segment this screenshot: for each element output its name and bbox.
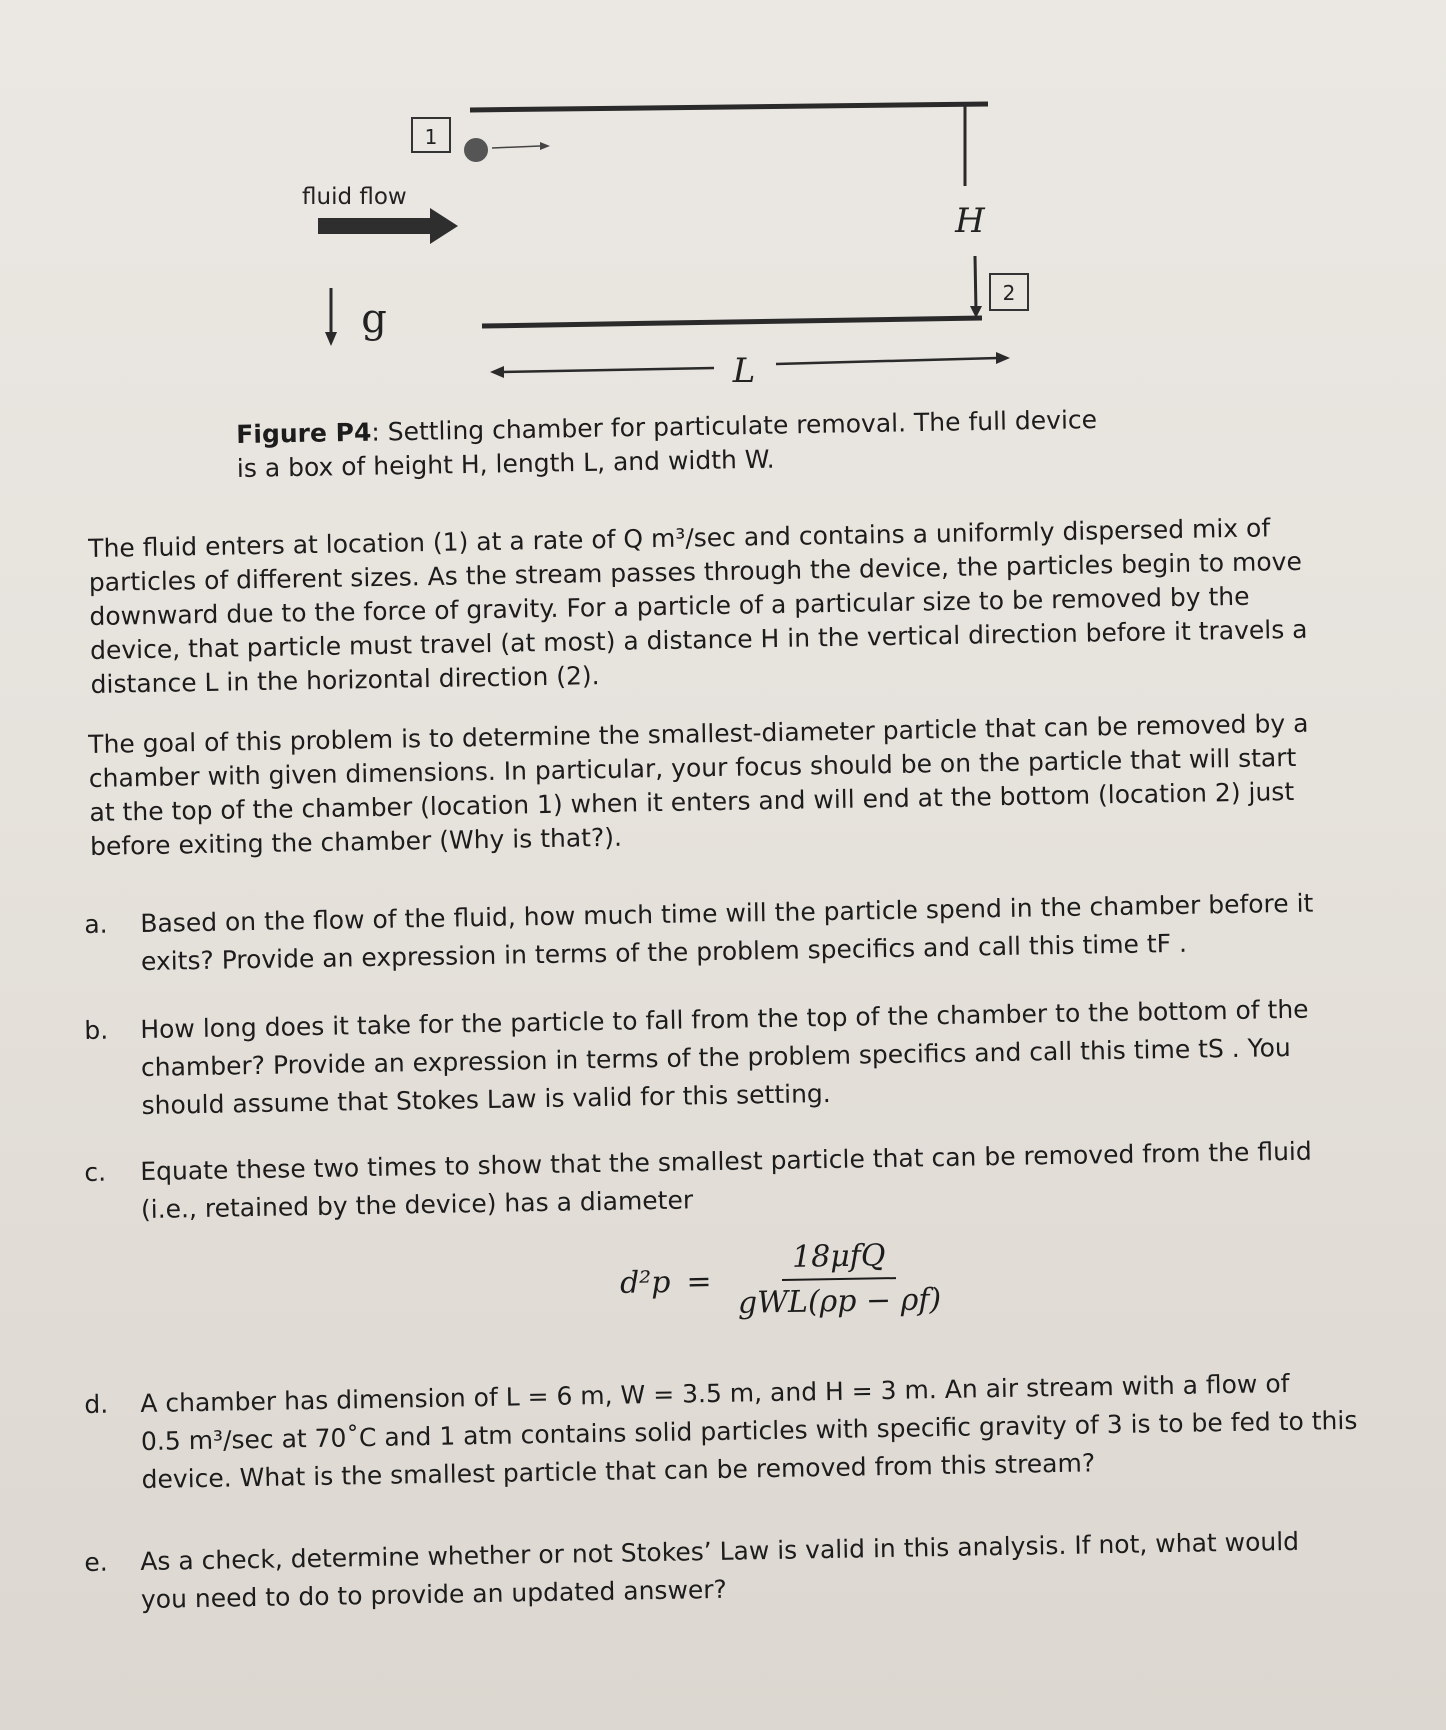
question-d-letter: d. — [84, 1389, 109, 1419]
equation-numerator: 18μfQ — [782, 1238, 896, 1281]
question-b — [84, 989, 1416, 1126]
question-a-text: Based on the flow of the fluid, how much time will the particle spend in the chamber before it exits? Provide an expression in terms of the problem specifics and call this time tF . — [140, 888, 1314, 977]
paragraph-goal: The goal of this problem is to determine the smallest-diameter particle that can be removed by a chamber with given dimensions. In particular, your focus should be on the particle that will start at the top of the chamber (location 1) when it enters and will end at the bottom (location 2) just before exiting the chamber (Why is that?). — [88, 708, 1309, 861]
height-label: H — [955, 201, 985, 241]
chamber-bottom-plate — [482, 318, 982, 326]
question-b-text: How long does it take for the particle to fall from the top of the chamber to the bottom of the chamber? Provide an expression in terms of the problem specifics and call this time tS . You should assume that Stokes Law is valid for this setting. — [140, 994, 1309, 1121]
particle-velocity-arrowhead-icon — [540, 142, 550, 150]
equation-equals: = — [686, 1263, 712, 1300]
fluid-flow-arrow-shaft — [318, 218, 432, 234]
equation-fraction — [727, 1237, 952, 1321]
equation-denominator: gWL(ρp − ρf) — [737, 1282, 942, 1321]
question-c-text: Equate these two times to show that the smallest particle that can be removed from the fluid (i.e., retained by the device) has a diameter — [140, 1136, 1312, 1225]
length-dimension-left — [500, 368, 714, 372]
question-a — [84, 883, 1415, 982]
question-d — [84, 1363, 1416, 1500]
figure-caption-text: : Settling chamber for particulate removal. The full device is a box of height H, length L, and width W. — [236, 404, 1098, 483]
question-c-letter: c. — [84, 1157, 107, 1187]
figure-caption — [236, 403, 1117, 486]
gravity-label: g — [361, 296, 387, 342]
question-a-letter: a. — [84, 909, 108, 939]
location-1-label: 1 — [424, 125, 438, 149]
fluid-flow-label: fluid flow — [302, 184, 407, 210]
settling-chamber-diagram — [0, 0, 1446, 440]
question-e — [84, 1521, 1415, 1620]
chamber-top-plate — [470, 104, 988, 110]
question-e-text: As a check, determine whether or not Stokes’ Law is valid in this analysis. If not, what would you need to do to provide an updated answer? — [140, 1526, 1300, 1615]
equation-lhs: d²p — [619, 1264, 671, 1301]
figure-caption-label: Figure P4 — [236, 417, 372, 449]
question-c — [84, 1131, 1415, 1230]
length-right-arrowhead-icon — [996, 352, 1010, 364]
length-dimension-right — [776, 358, 998, 364]
gravity-arrowhead-icon — [325, 332, 337, 346]
question-e-letter: e. — [84, 1547, 108, 1577]
length-label: L — [732, 351, 756, 391]
min-diameter-equation — [619, 1237, 951, 1323]
location-2-label: 2 — [1002, 281, 1016, 305]
question-b-letter: b. — [84, 1015, 109, 1045]
length-left-arrowhead-icon — [490, 366, 504, 378]
paragraph-intro: The fluid enters at location (1) at a rate of Q m³/sec and contains a uniformly dispersed mix of particles of different sizes. As the stream passes through the device, the particles begin to move downward due to the force of gravity. For a particle of a particular size to be removed by the device, that particle must travel (at most) a distance H in the vertical direction before it travels a distance L in the horizontal direction (2). — [88, 513, 1308, 699]
question-d-text: A chamber has dimension of L = 6 m, W = 3.5 m, and H = 3 m. An air stream with a flow of 0.5 m³/sec at 70˚C and 1 atm contains solid particles with specific gravity of 3 is to be fed to this device. What is the smallest particle that can be removed from this stream? — [140, 1368, 1358, 1495]
particle-icon — [464, 138, 488, 162]
height-dimension-lower — [975, 256, 976, 312]
particle-velocity-line — [492, 146, 540, 148]
fluid-flow-arrowhead-icon — [430, 208, 458, 244]
